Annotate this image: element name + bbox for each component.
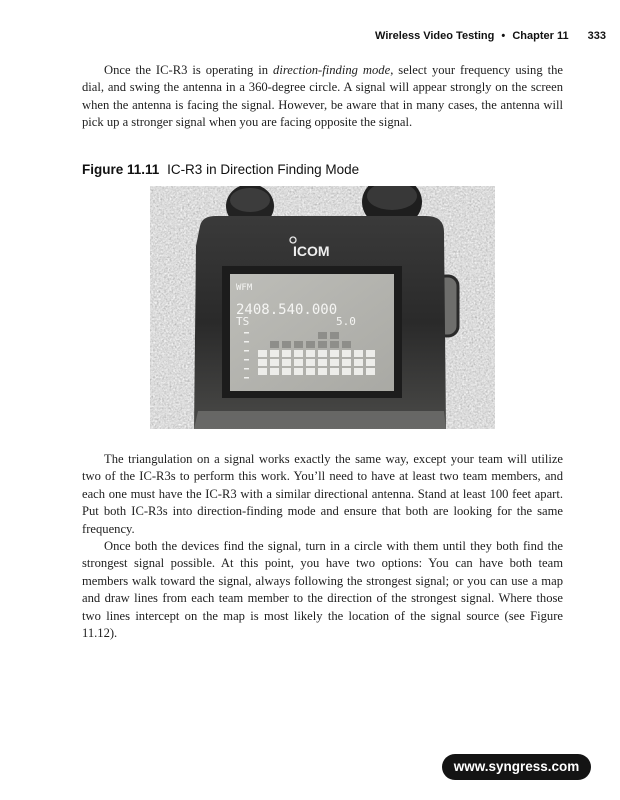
signal-block — [318, 359, 327, 366]
signal-block — [306, 350, 315, 357]
paragraph-1 — [82, 62, 563, 132]
signal-block — [306, 359, 315, 366]
signal-block — [282, 359, 291, 366]
signal-block — [258, 350, 267, 357]
signal-block — [366, 350, 375, 357]
signal-block — [294, 350, 303, 357]
signal-block — [342, 341, 351, 348]
signal-block — [270, 350, 279, 357]
left-knob-top — [230, 188, 270, 212]
signal-block — [330, 368, 339, 375]
signal-block — [330, 359, 339, 366]
signal-block — [270, 359, 279, 366]
lcd-frequency: 2408.540.000 — [236, 302, 338, 318]
signal-block — [330, 332, 339, 339]
signal-block — [342, 368, 351, 375]
signal-block — [354, 368, 363, 375]
signal-block — [294, 368, 303, 375]
signal-scale-tick — [244, 332, 249, 334]
paragraph-1-start: Once the IC-R3 is operating in — [104, 63, 274, 77]
signal-scale-tick — [244, 341, 249, 343]
lcd-ts-label: TS — [236, 315, 250, 328]
signal-block — [282, 350, 291, 357]
brand-logo: ICOM — [293, 243, 330, 259]
running-header — [0, 30, 606, 50]
signal-block — [270, 341, 279, 348]
signal-scale-tick — [244, 350, 249, 352]
signal-block — [258, 368, 267, 375]
signal-block — [270, 368, 279, 375]
figure-number: Figure 11.11 — [82, 162, 160, 177]
signal-block — [330, 341, 339, 348]
lcd-mode: WFM — [236, 283, 253, 293]
signal-block — [318, 368, 327, 375]
signal-block — [330, 350, 339, 357]
signal-scale-tick — [244, 359, 249, 361]
header-separator: • — [501, 30, 506, 42]
signal-block — [342, 350, 351, 357]
signal-block — [366, 359, 375, 366]
figure-caption — [82, 162, 563, 177]
signal-scale-tick — [244, 377, 249, 379]
paragraph-2: The triangulation on a signal works exactly the same way, except your team will utilize two of the IC-R3s to perform this work. You’ll need to have at least two team members, and each one must have the IC-R3 with a similar directional antenna. Stand at least 100 feet apart. Put both IC-R3s into direction-finding mode and ensure that both are looking for the same frequency. — [82, 452, 563, 536]
signal-block — [282, 341, 291, 348]
radio-body-base — [194, 411, 446, 429]
signal-block — [366, 368, 375, 375]
publisher-url-badge: www.syngress.com — [442, 754, 591, 780]
radio-photo-illustration — [150, 186, 495, 429]
figure-caption-text: IC-R3 in Direction Finding Mode — [167, 162, 360, 177]
signal-block — [258, 359, 267, 366]
signal-block — [294, 359, 303, 366]
signal-block — [318, 332, 327, 339]
page-number: 333 — [587, 30, 606, 42]
signal-block — [306, 368, 315, 375]
lcd-ts-value: 5.0 — [336, 315, 356, 328]
signal-block — [318, 350, 327, 357]
paragraph-1-emphasis: direction-finding mode — [273, 63, 391, 77]
signal-block — [318, 341, 327, 348]
signal-block — [294, 341, 303, 348]
signal-block — [354, 350, 363, 357]
signal-block — [306, 341, 315, 348]
header-chapter: Chapter 11 — [512, 30, 569, 42]
signal-scale-tick — [244, 368, 249, 370]
paragraph-1-end: , select your frequency using the dial, and swing the antenna in a 360-degree circle. A signal will appear strongly on the screen when the antenna is facing the signal. However, be aware that in many cases, the antenna will pick up a stronger signal when you are facing opposite the signal. — [82, 63, 563, 130]
signal-block — [354, 359, 363, 366]
paragraph-3: Once both the devices find the signal, turn in a circle with them until they both find the strongest signal possible. At this point, you have two options: You can have both team members walk toward the signal, always following the strongest signal; or you can use a map and draw lines from each team member to the direction of the strongest signal. Where those two lines intercept on the map is most likely the location of the signal source (see Figure 11.12). — [82, 539, 563, 641]
signal-block — [342, 359, 351, 366]
figure-photo — [150, 186, 495, 429]
signal-block — [282, 368, 291, 375]
header-section-title: Wireless Video Testing — [375, 30, 495, 42]
